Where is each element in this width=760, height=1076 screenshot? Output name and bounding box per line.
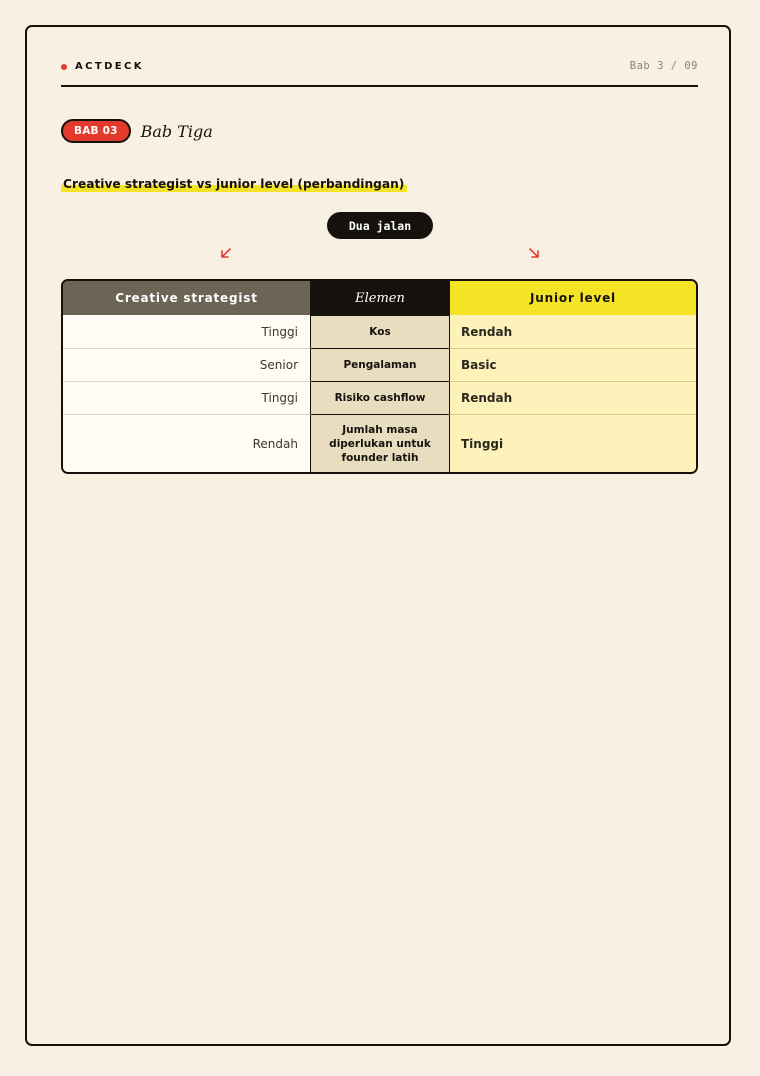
chapter-heading	[61, 119, 213, 143]
paths-pill: Dua jalan	[327, 212, 433, 239]
arrow-down-left-icon	[219, 246, 233, 260]
row-4-junior-value: Tinggi	[449, 414, 696, 472]
page-indicator: Bab 3 / 09	[629, 60, 698, 72]
row-1-junior-value: Rendah	[449, 315, 696, 348]
header-junior-level: Junior level	[449, 281, 696, 315]
brand-name: ACTDECK	[75, 61, 144, 72]
header-element: Elemen	[311, 281, 449, 315]
row-2-element: Pengalaman	[311, 348, 449, 381]
row-2-junior-value: Basic	[449, 348, 696, 381]
top-bar	[61, 60, 698, 87]
arrow-down-right-icon	[527, 246, 541, 260]
header-creative-strategist: Creative strategist	[63, 281, 311, 315]
section-title: Creative strategist vs junior level (perbandingan)	[61, 177, 407, 192]
row-3-junior-value: Rendah	[449, 381, 696, 414]
chapter-badge: BAB 03	[61, 119, 131, 143]
row-3-creative-value: Tinggi	[63, 381, 311, 414]
row-1-element: Kos	[311, 315, 449, 348]
row-4-creative-value: Rendah	[63, 414, 311, 472]
row-2-creative-value: Senior	[63, 348, 311, 381]
chapter-title: Bab Tiga	[140, 121, 213, 141]
row-4-element: Jumlah masa diperlukan untuk founder latih	[311, 414, 449, 472]
brand	[61, 61, 144, 72]
row-3-element: Risiko cashflow	[311, 381, 449, 414]
brand-dot-icon	[61, 64, 67, 70]
row-1-creative-value: Tinggi	[63, 315, 311, 348]
comparison-table	[61, 279, 698, 474]
